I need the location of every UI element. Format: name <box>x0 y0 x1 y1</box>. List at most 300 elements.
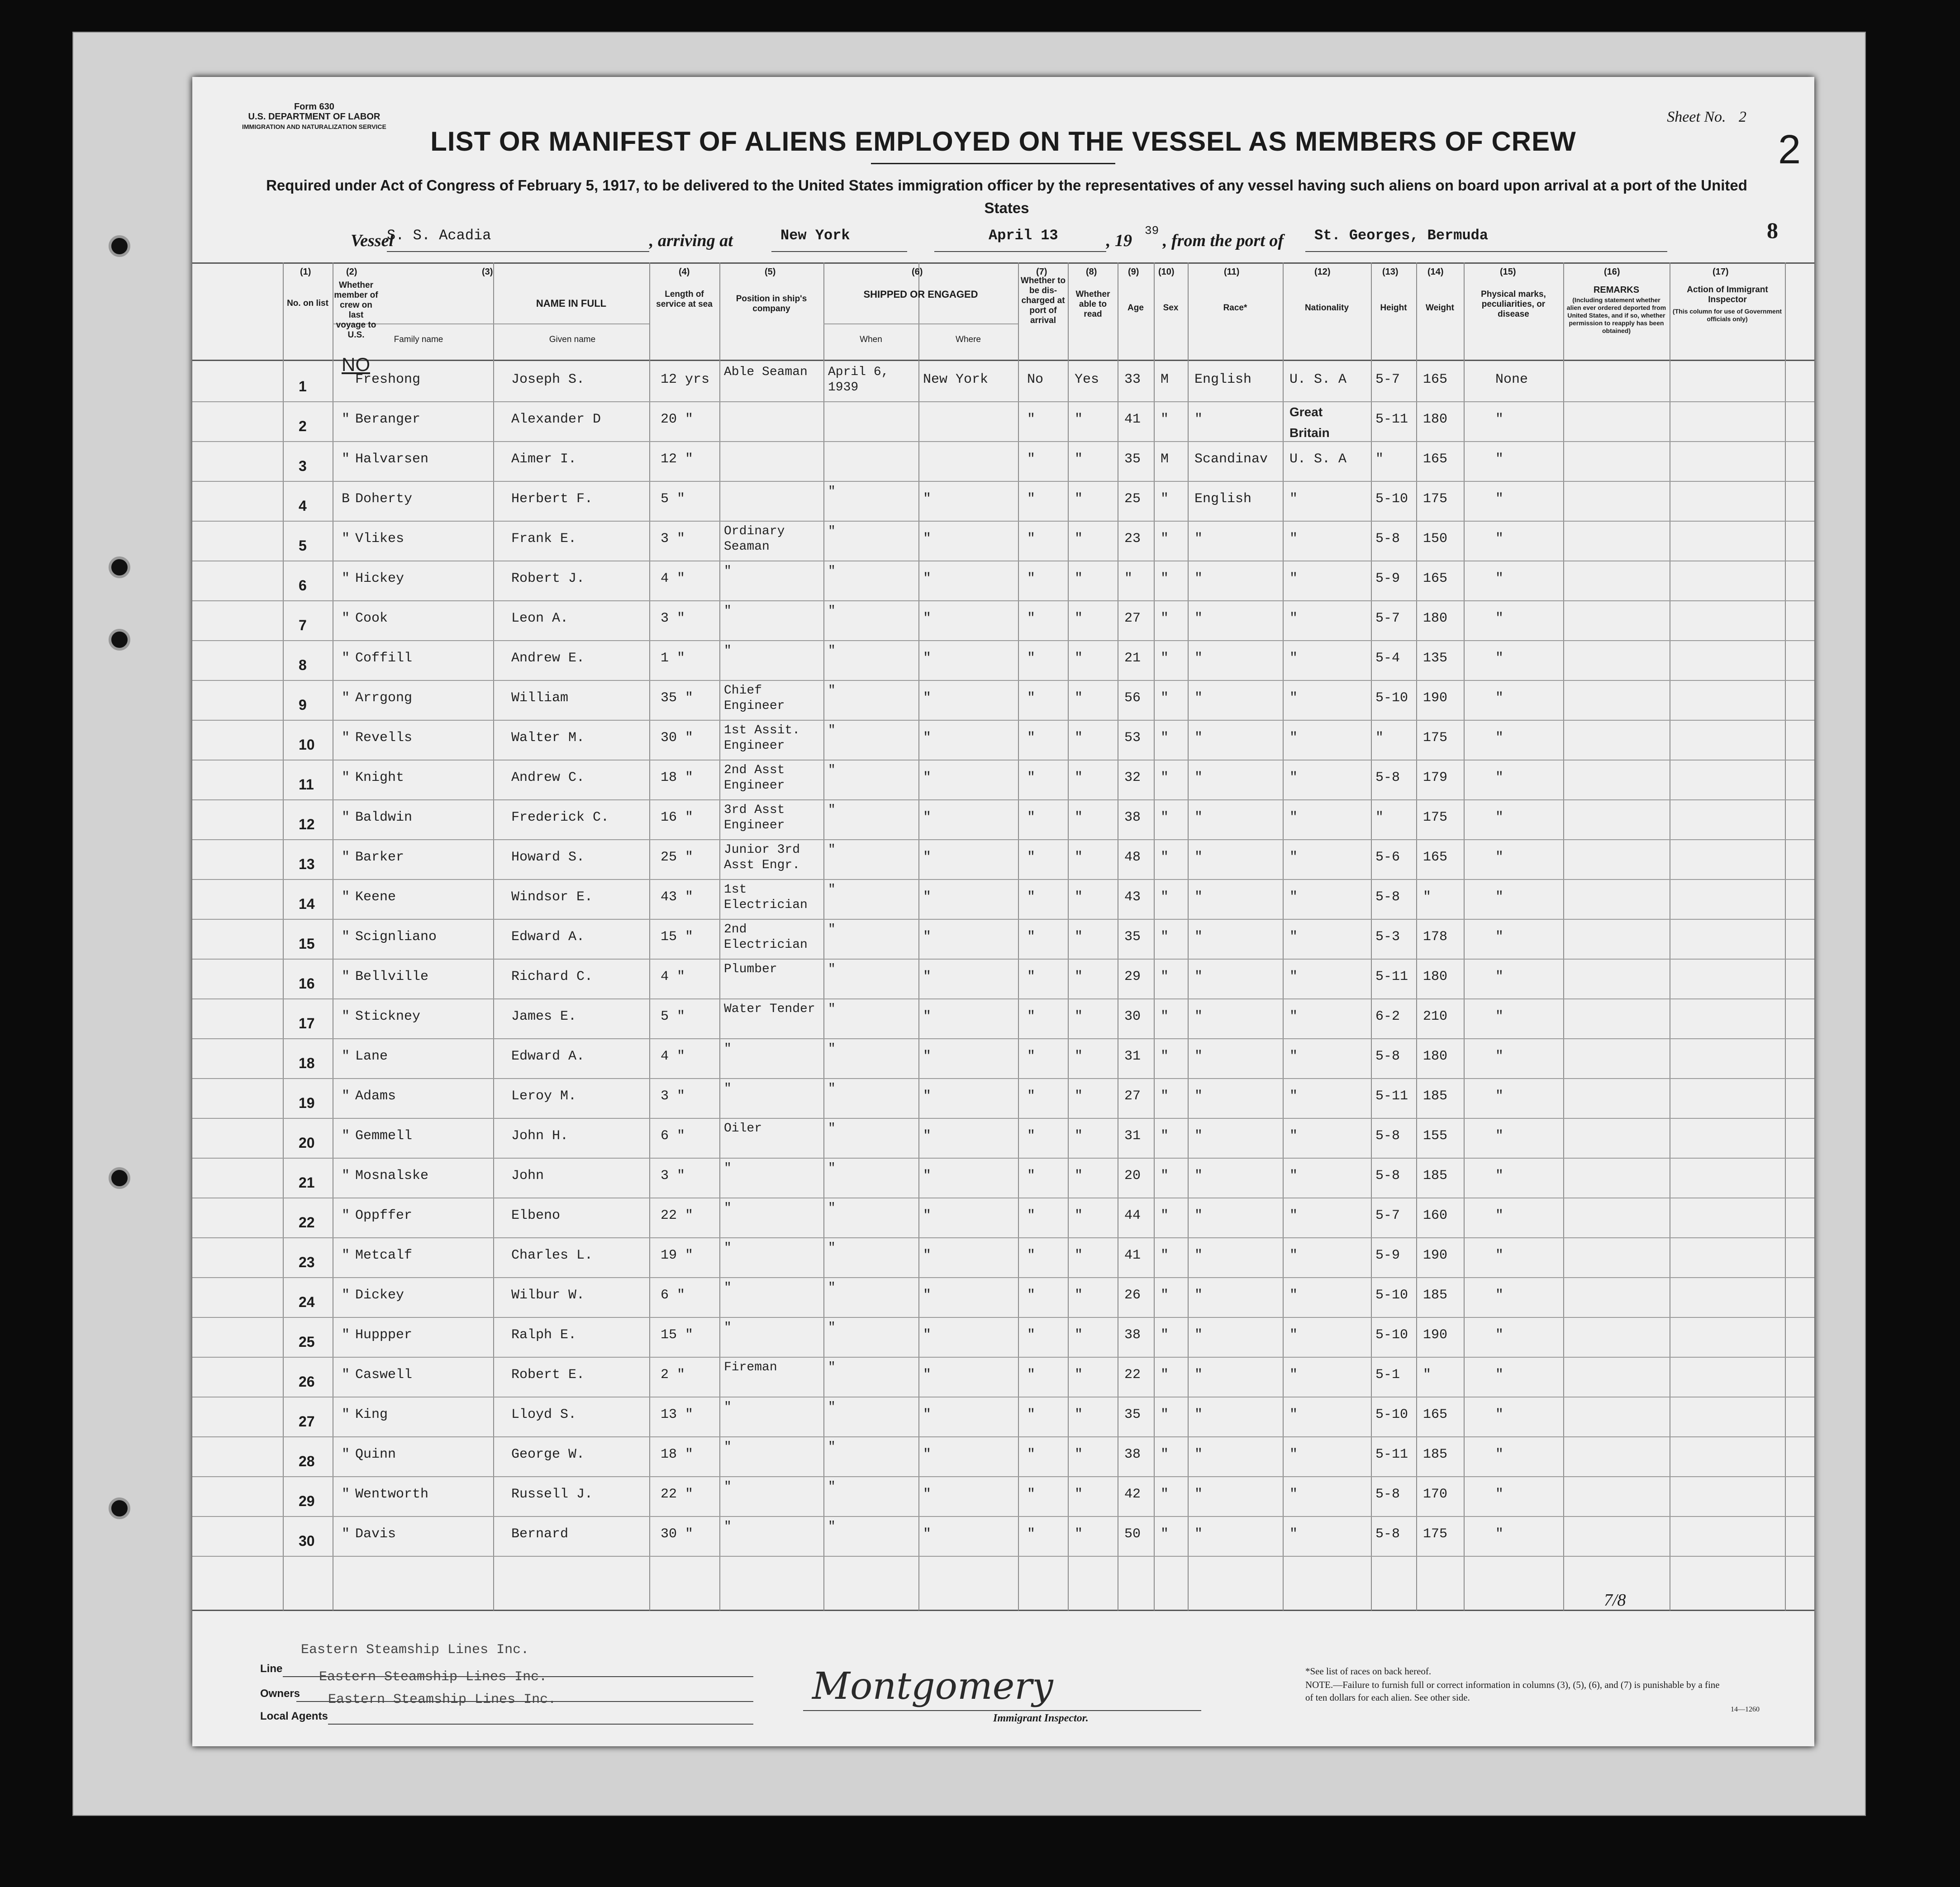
race-cell: " <box>1194 611 1203 626</box>
last-voyage-cell: " <box>342 651 350 666</box>
race-cell: " <box>1194 1327 1203 1343</box>
length-of-service-cell: 16 " <box>661 810 694 825</box>
able-to-read-cell: " <box>1075 571 1083 586</box>
sex-cell: " <box>1161 571 1169 586</box>
last-voyage-cell: " <box>342 690 350 706</box>
last-voyage-cell: " <box>342 1049 350 1064</box>
position-cell: Water Tender <box>724 1002 815 1016</box>
position-cell: " <box>724 1241 732 1255</box>
last-voyage-cell: " <box>342 929 350 945</box>
height-cell: 5-10 <box>1375 690 1408 706</box>
race-cell: " <box>1194 1367 1203 1383</box>
sex-cell: " <box>1161 1128 1169 1144</box>
last-voyage-cell: " <box>342 889 350 905</box>
given-name-cell: Robert J. <box>511 571 585 586</box>
table-row <box>192 561 1814 601</box>
shipped-when-cell: " <box>828 1042 836 1056</box>
nationality-cell: " <box>1289 531 1298 547</box>
length-of-service-cell: 3 " <box>661 1168 685 1184</box>
able-to-read-cell: " <box>1075 1088 1083 1104</box>
family-name-cell: Caswell <box>355 1367 413 1383</box>
nationality-cell: " <box>1289 1208 1298 1223</box>
vessel-line <box>387 251 649 252</box>
vessel-label: Vessel <box>351 231 394 250</box>
weight-cell: 179 <box>1423 770 1448 785</box>
table-row <box>192 1317 1814 1357</box>
header-where: Where <box>956 335 981 344</box>
family-name-cell: Metcalf <box>355 1248 413 1263</box>
family-name-cell: Huppper <box>355 1327 413 1343</box>
discharged-cell: " <box>1027 850 1036 865</box>
sex-cell: " <box>1161 531 1169 547</box>
weight-cell: 135 <box>1423 651 1448 666</box>
nationality-cell: " <box>1289 1088 1298 1104</box>
discharged-cell: " <box>1027 1088 1036 1104</box>
col-number-6: (6) <box>912 267 923 277</box>
given-name-cell: Andrew E. <box>511 651 585 666</box>
row-number: 4 <box>299 498 307 514</box>
able-to-read-cell: " <box>1075 730 1083 746</box>
sex-cell: " <box>1161 810 1169 825</box>
sex-cell: " <box>1161 1367 1169 1383</box>
shipped-when-cell: " <box>828 803 836 817</box>
physical-marks-cell: " <box>1495 1168 1504 1184</box>
row-number: 6 <box>299 577 307 594</box>
length-of-service-cell: 25 " <box>661 850 694 865</box>
table-row <box>192 919 1814 959</box>
sheet-number <box>1667 109 1746 126</box>
shipped-where-cell: " <box>923 1248 932 1263</box>
row-number: 24 <box>299 1294 315 1310</box>
physical-marks-cell: " <box>1495 1128 1504 1144</box>
family-name-cell: Hickey <box>355 571 404 586</box>
sex-cell: " <box>1161 1208 1169 1223</box>
row-number: 25 <box>299 1334 315 1350</box>
date-line <box>934 251 1106 252</box>
shipped-when-cell: " <box>828 883 836 897</box>
family-name-cell: Davis <box>355 1526 396 1542</box>
race-cell: " <box>1194 1049 1203 1064</box>
length-of-service-cell: 35 " <box>661 690 694 706</box>
position-cell: " <box>724 604 732 618</box>
given-name-cell: Leon A. <box>511 611 569 626</box>
corner-mark: 8 <box>1767 218 1778 243</box>
nationality-cell: " <box>1289 889 1298 905</box>
position-cell: " <box>724 1042 732 1056</box>
physical-marks-cell: " <box>1495 1088 1504 1104</box>
shipped-when-cell: " <box>828 1440 836 1454</box>
race-cell: " <box>1194 571 1203 586</box>
nationality-cell: " <box>1289 1248 1298 1263</box>
penalty-note: NOTE.—Failure to furnish full or correct information in columns (3), (5), (6), and (7) is punishable by a fine of ten dollars for each alien. See other side. <box>1305 1679 1720 1703</box>
sex-cell: " <box>1161 611 1169 626</box>
last-voyage-cell: " <box>342 770 350 785</box>
last-voyage-cell: " <box>342 452 350 467</box>
nationality-cell: U. S. A <box>1289 372 1347 387</box>
position-cell: Fireman <box>724 1360 777 1374</box>
col-number-11: (11) <box>1224 267 1240 277</box>
position-cell: Able Seaman <box>724 365 808 379</box>
row-number: 14 <box>299 896 315 912</box>
last-voyage-cell: NO <box>342 354 370 375</box>
header-race: Race* <box>1223 303 1247 313</box>
race-cell: " <box>1194 1487 1203 1502</box>
shipped-when-cell: " <box>828 1122 836 1136</box>
family-name-cell: Cook <box>355 611 388 626</box>
age-cell: 43 <box>1124 889 1141 905</box>
col-number-7: (7) <box>1036 267 1047 277</box>
position-cell: " <box>724 1161 732 1175</box>
age-cell: 20 <box>1124 1168 1141 1184</box>
position-cell: " <box>724 1082 732 1096</box>
shipped-where-cell: " <box>923 1487 932 1502</box>
nationality-cell: U. S. A <box>1289 452 1347 467</box>
last-voyage-cell: " <box>342 412 350 427</box>
able-to-read-cell: " <box>1075 1049 1083 1064</box>
given-name-cell: Richard C. <box>511 969 593 984</box>
shipped-when-cell: " <box>828 684 836 698</box>
header-family-name: Family name <box>394 335 443 344</box>
length-of-service-cell: 3 " <box>661 531 685 547</box>
sex-cell: " <box>1161 1288 1169 1303</box>
physical-marks-cell: " <box>1495 571 1504 586</box>
given-name-cell: Alexander D <box>511 412 601 427</box>
family-name-cell: Revells <box>355 730 413 746</box>
last-voyage-cell: " <box>342 1407 350 1422</box>
header-action: Action of Immigrant Inspector <box>1687 285 1768 304</box>
length-of-service-cell: 6 " <box>661 1288 685 1303</box>
race-cell: " <box>1194 1088 1203 1104</box>
given-name-cell: Robert E. <box>511 1367 585 1383</box>
sex-cell: " <box>1161 412 1169 427</box>
table-row <box>192 1118 1814 1158</box>
row-number: 1 <box>299 378 307 395</box>
height-cell: 5-10 <box>1375 1407 1408 1422</box>
nationality-cell: " <box>1289 810 1298 825</box>
weight-cell: 210 <box>1423 1009 1448 1024</box>
race-cell: " <box>1194 730 1203 746</box>
table-row <box>192 800 1814 840</box>
last-voyage-cell: " <box>342 1288 350 1303</box>
sex-cell: " <box>1161 889 1169 905</box>
local-agents-label: Local Agents <box>260 1710 328 1722</box>
shipped-when-cell: " <box>828 644 836 658</box>
shipped-where-cell: " <box>923 1288 932 1303</box>
given-name-cell: Edward A. <box>511 929 585 945</box>
able-to-read-cell: " <box>1075 412 1083 427</box>
family-name-cell: Barker <box>355 850 404 865</box>
weight-cell: 185 <box>1423 1168 1448 1184</box>
position-cell: Chief Engineer <box>724 684 785 713</box>
header-physical-marks: Physical marks, peculiarities, or disease <box>1481 290 1546 319</box>
sex-cell: " <box>1161 651 1169 666</box>
able-to-read-cell: " <box>1075 1407 1083 1422</box>
discharged-cell: " <box>1027 611 1036 626</box>
shipped-when-cell: " <box>828 962 836 976</box>
weight-cell: 175 <box>1423 810 1448 825</box>
binder-hole <box>109 1167 130 1189</box>
shipped-where-cell: " <box>923 1407 932 1422</box>
shipped-where-cell: " <box>923 1327 932 1343</box>
physical-marks-cell: " <box>1495 889 1504 905</box>
shipped-when-cell: " <box>828 604 836 618</box>
nationality-cell: " <box>1289 969 1298 984</box>
discharged-cell: " <box>1027 1407 1036 1422</box>
shipped-when-cell: April 6, 1939 <box>828 365 889 395</box>
able-to-read-cell: " <box>1075 1526 1083 1542</box>
height-cell: 5-9 <box>1375 1248 1400 1263</box>
position-cell: " <box>724 1480 732 1494</box>
shipped-when-cell: " <box>828 1321 836 1335</box>
last-voyage-cell: " <box>342 730 350 746</box>
discharged-cell: " <box>1027 1168 1036 1184</box>
shipped-when-cell: " <box>828 1360 836 1374</box>
able-to-read-cell: " <box>1075 1288 1083 1303</box>
able-to-read-cell: " <box>1075 491 1083 507</box>
length-of-service-cell: 30 " <box>661 1526 694 1542</box>
shipped-when-cell: " <box>828 1201 836 1215</box>
last-voyage-cell: " <box>342 1128 350 1144</box>
owners-value: Eastern Steamship Lines Inc. <box>319 1669 547 1685</box>
table-row <box>192 1238 1814 1278</box>
discharged-cell: " <box>1027 889 1036 905</box>
length-of-service-cell: 22 " <box>661 1208 694 1223</box>
row-number: 30 <box>299 1533 315 1549</box>
able-to-read-cell: " <box>1075 969 1083 984</box>
given-name-cell: John <box>511 1168 544 1184</box>
physical-marks-cell: " <box>1495 929 1504 945</box>
position-cell: " <box>724 564 732 578</box>
shipped-when-cell: " <box>828 1082 836 1096</box>
length-of-service-cell: 1 " <box>661 651 685 666</box>
physical-marks-cell: " <box>1495 770 1504 785</box>
header-shipped: SHIPPED OR ENGAGED <box>863 289 978 300</box>
able-to-read-cell: " <box>1075 611 1083 626</box>
sex-cell: " <box>1161 850 1169 865</box>
last-voyage-cell: B <box>342 491 350 507</box>
header-position: Position in ship's company <box>736 294 807 314</box>
age-cell: 30 <box>1124 1009 1141 1024</box>
shipped-where-cell: " <box>923 1526 932 1542</box>
age-cell: 33 <box>1124 372 1141 387</box>
sex-cell: M <box>1161 372 1169 387</box>
given-name-cell: Howard S. <box>511 850 585 865</box>
able-to-read-cell: " <box>1075 651 1083 666</box>
row-number: 20 <box>299 1135 315 1151</box>
binder-hole <box>109 235 130 257</box>
length-of-service-cell: 15 " <box>661 929 694 945</box>
header-bottom-rule <box>192 360 1814 361</box>
shipped-where-cell: " <box>923 491 932 507</box>
last-voyage-cell: " <box>342 810 350 825</box>
table-row <box>192 442 1814 481</box>
discharged-cell: " <box>1027 1208 1036 1223</box>
row-number: 5 <box>299 537 307 554</box>
nationality-cell: " <box>1289 690 1298 706</box>
shipped-where-cell: " <box>923 651 932 666</box>
last-voyage-cell: " <box>342 850 350 865</box>
sheet-hand-number: 2 <box>1778 127 1801 172</box>
family-name-cell: Stickney <box>355 1009 421 1024</box>
col-number-13: (13) <box>1382 267 1399 277</box>
length-of-service-cell: 5 " <box>661 1009 685 1024</box>
family-name-cell: Knight <box>355 770 404 785</box>
sex-cell: " <box>1161 1168 1169 1184</box>
shipped-where-cell: " <box>923 1088 932 1104</box>
height-cell: 5-8 <box>1375 1049 1400 1064</box>
shipped-where-cell: " <box>923 1367 932 1383</box>
shipped-where-cell: " <box>923 730 932 746</box>
family-name-cell: Keene <box>355 889 396 905</box>
last-voyage-cell: " <box>342 571 350 586</box>
line-label: Line <box>260 1663 283 1675</box>
nationality-cell: " <box>1289 1168 1298 1184</box>
nationality-cell: " <box>1289 929 1298 945</box>
shipped-where-cell: " <box>923 929 932 945</box>
height-cell: 5-11 <box>1375 412 1408 427</box>
last-voyage-cell: " <box>342 1367 350 1383</box>
age-cell: 56 <box>1124 690 1141 706</box>
race-cell: Scandinav <box>1194 452 1268 467</box>
last-voyage-cell: " <box>342 1526 350 1542</box>
family-name-cell: Halvarsen <box>355 452 429 467</box>
shipped-when-cell: " <box>828 1281 836 1295</box>
race-cell: " <box>1194 1526 1203 1542</box>
height-cell: 5-7 <box>1375 1208 1400 1223</box>
family-name-cell: Adams <box>355 1088 396 1104</box>
physical-marks-cell: " <box>1495 969 1504 984</box>
table-row <box>192 1397 1814 1437</box>
able-to-read-cell: " <box>1075 531 1083 547</box>
age-cell: 31 <box>1124 1128 1141 1144</box>
age-cell: 25 <box>1124 491 1141 507</box>
discharged-cell: " <box>1027 1367 1036 1383</box>
shipped-where-cell: " <box>923 1208 932 1223</box>
position-cell: Ordinary Seaman <box>724 524 785 554</box>
height-cell: 5-11 <box>1375 1447 1408 1462</box>
height-cell: 5-8 <box>1375 531 1400 547</box>
position-cell: 3rd Asst Engineer <box>724 803 785 832</box>
nationality-cell: Great Britain <box>1289 405 1330 440</box>
row-rule <box>192 1556 1814 1557</box>
height-cell: 5-10 <box>1375 1288 1408 1303</box>
arrival-date: April 13 <box>989 227 1058 244</box>
table-bottom-rule <box>192 1610 1814 1611</box>
length-of-service-cell: 43 " <box>661 889 694 905</box>
weight-cell: 150 <box>1423 531 1448 547</box>
row-number: 7 <box>299 617 307 633</box>
race-cell: " <box>1194 1208 1203 1223</box>
inspector-label: Immigrant Inspector. <box>993 1712 1089 1724</box>
shipped-where-cell: " <box>923 1049 932 1064</box>
length-of-service-cell: 2 " <box>661 1367 685 1383</box>
able-to-read-cell: " <box>1075 929 1083 945</box>
nationality-cell: " <box>1289 850 1298 865</box>
row-number: 21 <box>299 1174 315 1191</box>
row-number: 2 <box>299 418 307 434</box>
age-cell: 42 <box>1124 1487 1141 1502</box>
age-cell: 41 <box>1124 1248 1141 1263</box>
height-cell: 5-7 <box>1375 611 1400 626</box>
length-of-service-cell: 30 " <box>661 730 694 746</box>
age-cell: 21 <box>1124 651 1141 666</box>
position-cell: " <box>724 1520 732 1534</box>
table-row <box>192 601 1814 641</box>
nationality-cell: " <box>1289 1487 1298 1502</box>
row-number: 15 <box>299 936 315 952</box>
weight-cell: 190 <box>1423 690 1448 706</box>
shipped-where-cell: " <box>923 850 932 865</box>
family-name-cell: Lane <box>355 1049 388 1064</box>
shipped-when-cell: " <box>828 1480 836 1494</box>
family-name-cell: Baldwin <box>355 810 413 825</box>
row-number: 17 <box>299 1015 315 1031</box>
nationality-cell: " <box>1289 1049 1298 1064</box>
shipped-where-cell: " <box>923 571 932 586</box>
given-name-cell: Frank E. <box>511 531 577 547</box>
row-number: 23 <box>299 1254 315 1270</box>
table-row <box>192 1158 1814 1198</box>
last-voyage-cell: " <box>342 1009 350 1024</box>
row-number: 16 <box>299 975 315 992</box>
length-of-service-cell: 3 " <box>661 1088 685 1104</box>
owners-rule <box>296 1701 753 1702</box>
table-row <box>192 840 1814 879</box>
owners-label: Owners <box>260 1687 300 1700</box>
race-cell: " <box>1194 1009 1203 1024</box>
race-cell: " <box>1194 651 1203 666</box>
shipped-when-cell: " <box>828 1161 836 1175</box>
agents-value: Eastern Steamship Lines Inc. <box>328 1692 557 1707</box>
age-cell: 35 <box>1124 452 1141 467</box>
given-name-cell: Joseph S. <box>511 372 585 387</box>
header-remarks: REMARKS <box>1593 285 1640 295</box>
age-cell: 35 <box>1124 1407 1141 1422</box>
able-to-read-cell: " <box>1075 1009 1083 1024</box>
discharged-cell: " <box>1027 452 1036 467</box>
nationality-cell: " <box>1289 1288 1298 1303</box>
able-to-read-cell: " <box>1075 1248 1083 1263</box>
race-cell: " <box>1194 412 1203 427</box>
physical-marks-cell: " <box>1495 491 1504 507</box>
weight-cell: 160 <box>1423 1208 1448 1223</box>
height-cell: 6-2 <box>1375 1009 1400 1024</box>
nationality-cell: " <box>1289 1327 1298 1343</box>
sex-cell: " <box>1161 491 1169 507</box>
page-title: LIST OR MANIFEST OF ALIENS EMPLOYED ON THE VESSEL AS MEMBERS OF CREW <box>430 126 1576 157</box>
discharged-cell: " <box>1027 651 1036 666</box>
given-name-cell: George W. <box>511 1447 585 1462</box>
family-name-cell: King <box>355 1407 388 1422</box>
race-cell: " <box>1194 1168 1203 1184</box>
able-to-read-cell: " <box>1075 1447 1083 1462</box>
given-name-cell: Andrew C. <box>511 770 585 785</box>
physical-marks-cell: " <box>1495 1526 1504 1542</box>
weight-cell: 185 <box>1423 1088 1448 1104</box>
height-cell: 5-8 <box>1375 770 1400 785</box>
physical-marks-cell: " <box>1495 1009 1504 1024</box>
shipped-where-cell: " <box>923 810 932 825</box>
from-port: St. Georges, Bermuda <box>1314 227 1489 244</box>
row-number: 27 <box>299 1413 315 1430</box>
shipped-when-cell: " <box>828 485 836 499</box>
physical-marks-cell: " <box>1495 412 1504 427</box>
weight-cell: 175 <box>1423 730 1448 746</box>
age-cell: 23 <box>1124 531 1141 547</box>
sex-cell: " <box>1161 1088 1169 1104</box>
shipped-when-cell: " <box>828 922 836 936</box>
header-nationality: Nationality <box>1304 303 1349 313</box>
